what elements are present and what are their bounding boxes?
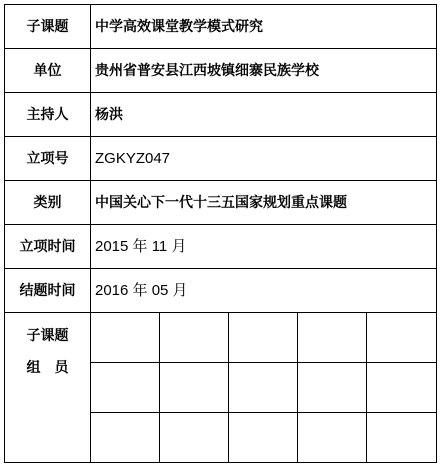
label-approval-date: 立项时间 xyxy=(5,225,91,269)
value-unit: 贵州省普安县江西坡镇细寨民族学校 xyxy=(91,49,437,93)
row-category xyxy=(5,181,437,225)
value-approval-date: 2015 年 11 月 xyxy=(91,225,437,269)
member-cell xyxy=(91,363,160,413)
member-cell xyxy=(367,363,437,413)
row-subproject xyxy=(5,5,437,49)
member-cell xyxy=(91,313,160,363)
member-cell xyxy=(367,413,437,463)
label-unit: 单位 xyxy=(5,49,91,93)
row-project-number xyxy=(5,137,437,181)
row-unit xyxy=(5,49,437,93)
row-completion-date xyxy=(5,269,437,313)
member-cell xyxy=(160,413,229,463)
label-subproject: 子课题 xyxy=(5,5,91,49)
label-project-number: 立项号 xyxy=(5,137,91,181)
value-subproject: 中学高效课堂教学模式研究 xyxy=(91,5,437,49)
member-cell xyxy=(367,313,437,363)
member-cell xyxy=(229,413,298,463)
member-cell xyxy=(298,313,367,363)
row-host xyxy=(5,93,437,137)
member-cell xyxy=(229,313,298,363)
member-cell xyxy=(160,313,229,363)
value-category: 中国关心下一代十三五国家规划重点课题 xyxy=(91,181,437,225)
value-host: 杨洪 xyxy=(91,93,437,137)
member-cell xyxy=(91,413,160,463)
project-info-table xyxy=(4,4,437,463)
members-row-1 xyxy=(5,313,437,363)
label-category: 类别 xyxy=(5,181,91,225)
row-approval-date xyxy=(5,225,437,269)
label-host: 主持人 xyxy=(5,93,91,137)
member-cell xyxy=(229,363,298,413)
label-completion-date: 结题时间 xyxy=(5,269,91,313)
label-members xyxy=(5,313,91,463)
member-cell xyxy=(160,363,229,413)
member-cell xyxy=(298,363,367,413)
value-completion-date: 2016 年 05 月 xyxy=(91,269,437,313)
label-members-line1: 子课题 xyxy=(26,328,69,344)
value-project-number: ZGKYZ047 xyxy=(91,137,437,181)
member-cell xyxy=(298,413,367,463)
label-members-line2: 组 员 xyxy=(26,360,69,376)
